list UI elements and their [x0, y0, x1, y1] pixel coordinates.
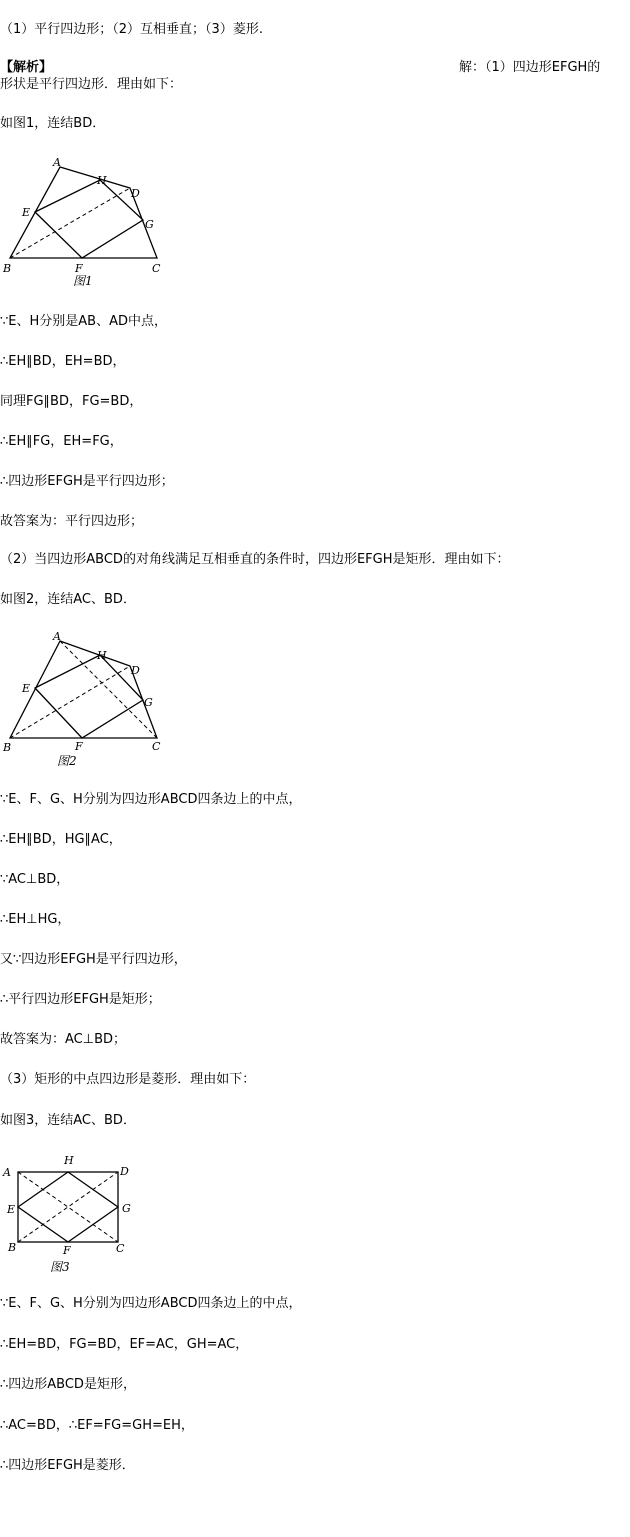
analysis-header: 【解析】: [0, 60, 53, 75]
fig2-label-a: A: [53, 630, 61, 643]
fig3-label-g: G: [122, 1202, 131, 1215]
answer-line: （1）平行四边形；（2）互相垂直；（3）菱形.: [0, 22, 263, 37]
figure-2: [0, 628, 175, 770]
part1-line-1: ∵E、H分别是AB、AD中点，: [0, 314, 167, 329]
part3-line-5: ∴AC=BD，∴EF=FG=GH=EH，: [0, 1418, 194, 1433]
fig1-label-c: C: [152, 262, 161, 275]
fig1-label-e: E: [22, 206, 31, 219]
part1-line-5: ∴四边形EFGH是平行四边形；: [0, 474, 174, 489]
fig3-label-h: H: [64, 1154, 74, 1167]
part1-line-6: 故答案为：平行四边形；: [0, 514, 144, 529]
fig3-label-e: E: [7, 1203, 16, 1216]
part2-line-5: ∴EH⊥HG，: [0, 912, 71, 927]
part2-line-0: （2）当四边形ABCD的对角线满足互相垂直的条件时，四边形EFGH是矩形．理由如下：: [0, 552, 510, 567]
fig1-label-d: D: [131, 187, 140, 200]
fig2-label-b: B: [3, 741, 12, 754]
part2-line-7: ∴平行四边形EFGH是矩形；: [0, 992, 161, 1007]
part1-line-3: 同理FG∥BD，FG=BD，: [0, 394, 143, 409]
fig3-label-b: B: [8, 1241, 17, 1254]
analysis-intro-continued: 形状是平行四边形．理由如下：: [0, 77, 183, 92]
part2-line-2: ∵E、F、G、H分别为四边形ABCD四条边上的中点，: [0, 792, 302, 807]
fig2-label-d: D: [131, 664, 140, 677]
fig3-label-f: F: [63, 1244, 71, 1257]
fig1-label-a: A: [53, 156, 61, 169]
part2-line-8: 故答案为：AC⊥BD；: [0, 1032, 126, 1047]
fig2-label-f: F: [75, 740, 83, 753]
fig3-caption: 图3: [50, 1260, 70, 1274]
fig2-label-e: E: [22, 682, 31, 695]
fig1-label-g: G: [145, 218, 154, 231]
part3-line-4: ∴四边形ABCD是矩形，: [0, 1377, 136, 1392]
part3-line-6: ∴四边形EFGH是菱形．: [0, 1458, 135, 1473]
figure-3: [0, 1150, 140, 1280]
fig2-caption: 图2: [57, 754, 77, 768]
fig1-caption: 图1: [73, 274, 93, 288]
part3-line-3: ∴EH=BD，FG=BD，EF=AC，GH=AC，: [0, 1337, 249, 1352]
fig1-label-h: H: [97, 174, 107, 187]
part3-line-2: ∵E、F、G、H分别为四边形ABCD四条边上的中点，: [0, 1296, 302, 1311]
part1-line-2: ∴EH∥BD，EH=BD，: [0, 354, 126, 369]
figure-1: [0, 150, 175, 290]
fig2-label-c: C: [152, 740, 161, 753]
fig3-label-d: D: [120, 1165, 129, 1178]
fig2-label-g: G: [144, 696, 153, 709]
fig3-label-c: C: [116, 1242, 125, 1255]
part2-line-1: 如图2，连结AC、BD．: [0, 592, 136, 607]
part2-line-3: ∴EH∥BD，HG∥AC，: [0, 832, 122, 847]
part2-line-6: 又∵四边形EFGH是平行四边形，: [0, 952, 187, 967]
part3-line-0: （3）矩形的中点四边形是菱形．理由如下：: [0, 1072, 256, 1087]
part1-line-0: 如图1，连结BD．: [0, 116, 106, 131]
analysis-intro-right: 解：（1）四边形EFGH的: [459, 60, 601, 75]
part3-line-1: 如图3，连结AC、BD．: [0, 1113, 136, 1128]
fig3-label-a: A: [3, 1166, 11, 1179]
fig1-label-f: F: [75, 262, 83, 275]
part2-line-4: ∵AC⊥BD，: [0, 872, 70, 887]
fig1-label-b: B: [3, 262, 12, 275]
fig2-label-h: H: [97, 649, 107, 662]
part1-line-4: ∴EH∥FG，EH=FG，: [0, 434, 123, 449]
